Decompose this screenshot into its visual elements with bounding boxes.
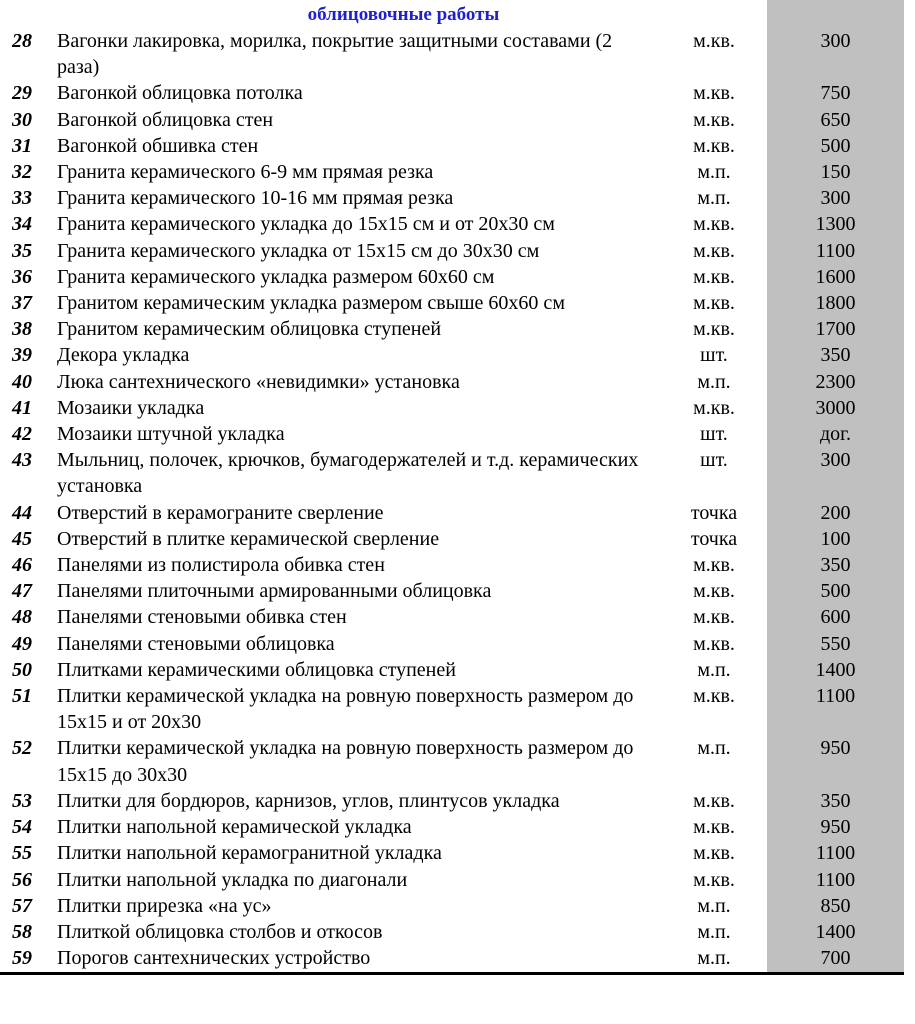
item-price: 700 — [820, 947, 851, 970]
table-row — [0, 893, 904, 919]
item-unit: м.кв. — [693, 816, 735, 839]
item-number: 39 — [12, 344, 32, 367]
item-unit: м.п. — [697, 370, 731, 393]
item-number: 51 — [12, 685, 32, 708]
item-price: 300 — [820, 30, 851, 52]
item-description: Мозаики штучной укладка — [57, 423, 285, 446]
item-price: 350 — [820, 344, 851, 367]
table-row — [0, 421, 904, 447]
item-unit: м.кв. — [693, 30, 735, 52]
table-row — [0, 945, 904, 971]
item-description: Вагонкой облицовка потолка — [57, 82, 303, 105]
item-unit: м.кв. — [693, 842, 735, 865]
item-number: 44 — [12, 501, 32, 524]
table-row — [0, 683, 904, 735]
table-row — [0, 107, 904, 133]
item-unit: м.кв. — [693, 685, 735, 708]
item-description: Гранитом керамическим облицовка ступеней — [57, 318, 442, 341]
item-price: 1400 — [815, 658, 856, 681]
item-price: дог. — [819, 423, 852, 446]
item-description: Плитки напольной керамической укладка — [57, 816, 412, 839]
item-description: Плитки напольной укладка по диагонали — [57, 868, 408, 891]
table-row — [0, 919, 904, 945]
item-number: 46 — [12, 554, 32, 577]
table-row — [0, 395, 904, 421]
item-number: 56 — [12, 868, 32, 891]
item-description: Плитки напольной керамогранитной укладка — [57, 842, 442, 865]
item-unit: м.кв. — [693, 108, 735, 131]
item-number: 42 — [12, 423, 32, 446]
table-row — [0, 631, 904, 657]
item-unit: м.кв. — [693, 239, 735, 262]
item-unit: м.п. — [697, 894, 731, 917]
item-price: 100 — [820, 527, 851, 550]
item-price: 1800 — [815, 292, 856, 315]
item-unit: м.кв. — [693, 789, 735, 812]
item-description: Мыльниц, полочек, крючков, бумагодержателей и т.д. керамических установка — [57, 449, 639, 498]
item-description: Вагонкой облицовка стен — [57, 108, 274, 131]
item-description: Мозаики укладка — [57, 396, 205, 419]
item-number: 58 — [12, 920, 32, 943]
item-description: Гранита керамического 6-9 мм прямая резка — [57, 161, 434, 184]
item-description: Декора укладка — [57, 344, 190, 367]
item-price: 1100 — [815, 239, 856, 262]
item-description: Гранитом керамическим укладка размером свыше 60х60 см — [57, 292, 565, 315]
item-price: 3000 — [815, 396, 856, 419]
item-price: 1300 — [815, 213, 856, 236]
table-row — [0, 814, 904, 840]
item-number: 45 — [12, 527, 32, 550]
table-row — [0, 552, 904, 578]
item-unit: шт. — [700, 344, 728, 367]
table-row — [0, 840, 904, 866]
item-unit: м.кв. — [693, 134, 735, 157]
item-description: Гранита керамического укладка от 15х15 см до 30х30 см — [57, 239, 540, 262]
table-row — [0, 867, 904, 893]
item-unit: м.кв. — [693, 213, 735, 236]
item-number: 41 — [12, 396, 32, 419]
table-row — [0, 28, 904, 80]
item-price: 2300 — [815, 370, 856, 393]
item-description: Плитки для бордюров, карнизов, углов, плинтусов укладка — [57, 789, 560, 812]
item-unit: м.кв. — [693, 554, 735, 577]
table-row — [0, 159, 904, 185]
item-description: Плитки керамической укладка на ровную поверхность размером до 15х15 до 30х30 — [57, 737, 634, 786]
item-number: 34 — [12, 213, 32, 236]
item-number: 50 — [12, 658, 32, 681]
item-unit: м.кв. — [693, 868, 735, 891]
table-row — [0, 342, 904, 368]
table-row — [0, 788, 904, 814]
item-number: 47 — [12, 580, 32, 603]
item-number: 40 — [12, 370, 32, 393]
item-number: 31 — [12, 134, 32, 157]
item-price: 350 — [820, 789, 851, 812]
item-description: Гранита керамического 10-16 мм прямая резка — [57, 187, 454, 210]
item-unit: м.кв. — [693, 292, 735, 315]
item-price: 1400 — [815, 920, 856, 943]
item-price: 1600 — [815, 265, 856, 288]
item-number: 49 — [12, 632, 32, 655]
item-price: 600 — [820, 606, 851, 629]
table-row — [0, 133, 904, 159]
table-row — [0, 604, 904, 630]
item-unit: м.кв. — [693, 82, 735, 105]
item-description: Плитки прирезка «на ус» — [57, 894, 272, 917]
item-number: 43 — [12, 449, 32, 472]
item-number: 48 — [12, 606, 32, 629]
item-description: Отверстий в керамограните сверление — [57, 501, 384, 524]
item-number: 28 — [12, 30, 32, 52]
item-number: 36 — [12, 265, 32, 288]
item-price: 1100 — [815, 842, 856, 865]
item-description: Панелями из полистирола обивка стен — [57, 554, 385, 577]
table-row — [0, 316, 904, 342]
item-price: 1700 — [815, 318, 856, 341]
item-unit: шт. — [700, 449, 728, 472]
item-number: 35 — [12, 239, 32, 262]
item-unit: точка — [690, 501, 738, 524]
item-price: 200 — [820, 501, 851, 524]
item-unit: м.п. — [697, 737, 731, 760]
bottom-rule — [0, 972, 904, 975]
item-unit: м.кв. — [693, 396, 735, 419]
item-number: 59 — [12, 947, 32, 970]
item-description: Панелями стеновыми облицовка — [57, 632, 335, 655]
table-row — [0, 238, 904, 264]
item-number: 52 — [12, 737, 32, 760]
item-unit: м.п. — [697, 658, 731, 681]
item-price: 350 — [820, 554, 851, 577]
table-row — [0, 657, 904, 683]
item-price: 750 — [820, 82, 851, 105]
item-price: 650 — [820, 108, 851, 131]
item-description: Вагонки лакировка, морилка, покрытие защитными составами (2 раза) — [57, 30, 613, 79]
item-price: 950 — [820, 737, 851, 760]
item-unit: м.кв. — [693, 606, 735, 629]
item-description: Плитки керамической укладка на ровную поверхность размером до 15х15 и от 20х30 — [57, 685, 634, 734]
item-description: Порогов сантехнических устройство — [57, 947, 371, 970]
item-number: 54 — [12, 816, 32, 839]
item-description: Отверстий в плитке керамической сверление — [57, 527, 440, 550]
item-unit: м.п. — [697, 947, 731, 970]
table-row — [0, 447, 904, 499]
item-price: 300 — [820, 187, 851, 210]
table-row — [0, 578, 904, 604]
table-row — [0, 735, 904, 787]
item-price: 950 — [820, 816, 851, 839]
item-price: 1100 — [815, 685, 856, 708]
item-description: Вагонкой обшивка стен — [57, 134, 259, 157]
item-unit: м.п. — [697, 920, 731, 943]
table-row — [0, 80, 904, 106]
item-number: 33 — [12, 187, 32, 210]
table-row — [0, 290, 904, 316]
item-unit: м.п. — [697, 161, 731, 184]
table-row — [0, 526, 904, 552]
item-unit: м.кв. — [693, 318, 735, 341]
table-row — [0, 264, 904, 290]
table-row — [0, 369, 904, 395]
item-price: 1100 — [815, 868, 856, 891]
item-number: 37 — [12, 292, 32, 315]
item-unit: м.кв. — [693, 265, 735, 288]
item-price: 150 — [820, 161, 851, 184]
item-description: Гранита керамического укладка до 15х15 см и от 20х30 см — [57, 213, 555, 236]
item-unit: шт. — [700, 423, 728, 446]
item-description: Панелями плиточными армированными облицовка — [57, 580, 492, 603]
item-unit: м.кв. — [693, 632, 735, 655]
item-description: Панелями стеновыми обивка стен — [57, 606, 347, 629]
item-description: Плиткой облицовка столбов и откосов — [57, 920, 383, 943]
item-number: 57 — [12, 894, 32, 917]
table-row — [0, 211, 904, 237]
item-unit: м.кв. — [693, 580, 735, 603]
item-number: 55 — [12, 842, 32, 865]
item-price: 500 — [820, 134, 851, 157]
table-row — [0, 185, 904, 211]
item-unit: м.п. — [697, 187, 731, 210]
item-number: 30 — [12, 108, 32, 131]
item-price: 500 — [820, 580, 851, 603]
table-row — [0, 500, 904, 526]
section-title: облицовочные работы — [307, 4, 500, 25]
item-number: 29 — [12, 82, 32, 105]
item-description: Люка сантехнического «невидимки» установка — [57, 370, 460, 393]
item-number: 32 — [12, 161, 32, 184]
item-price: 850 — [820, 894, 851, 917]
item-description: Гранита керамического укладка размером 60х60 см — [57, 265, 495, 288]
item-unit: точка — [690, 527, 738, 550]
price-table — [0, 28, 904, 971]
item-number: 53 — [12, 789, 32, 812]
item-price: 550 — [820, 632, 851, 655]
item-price: 300 — [820, 449, 851, 472]
item-description: Плитками керамическими облицовка ступеней — [57, 658, 456, 681]
item-number: 38 — [12, 318, 32, 341]
